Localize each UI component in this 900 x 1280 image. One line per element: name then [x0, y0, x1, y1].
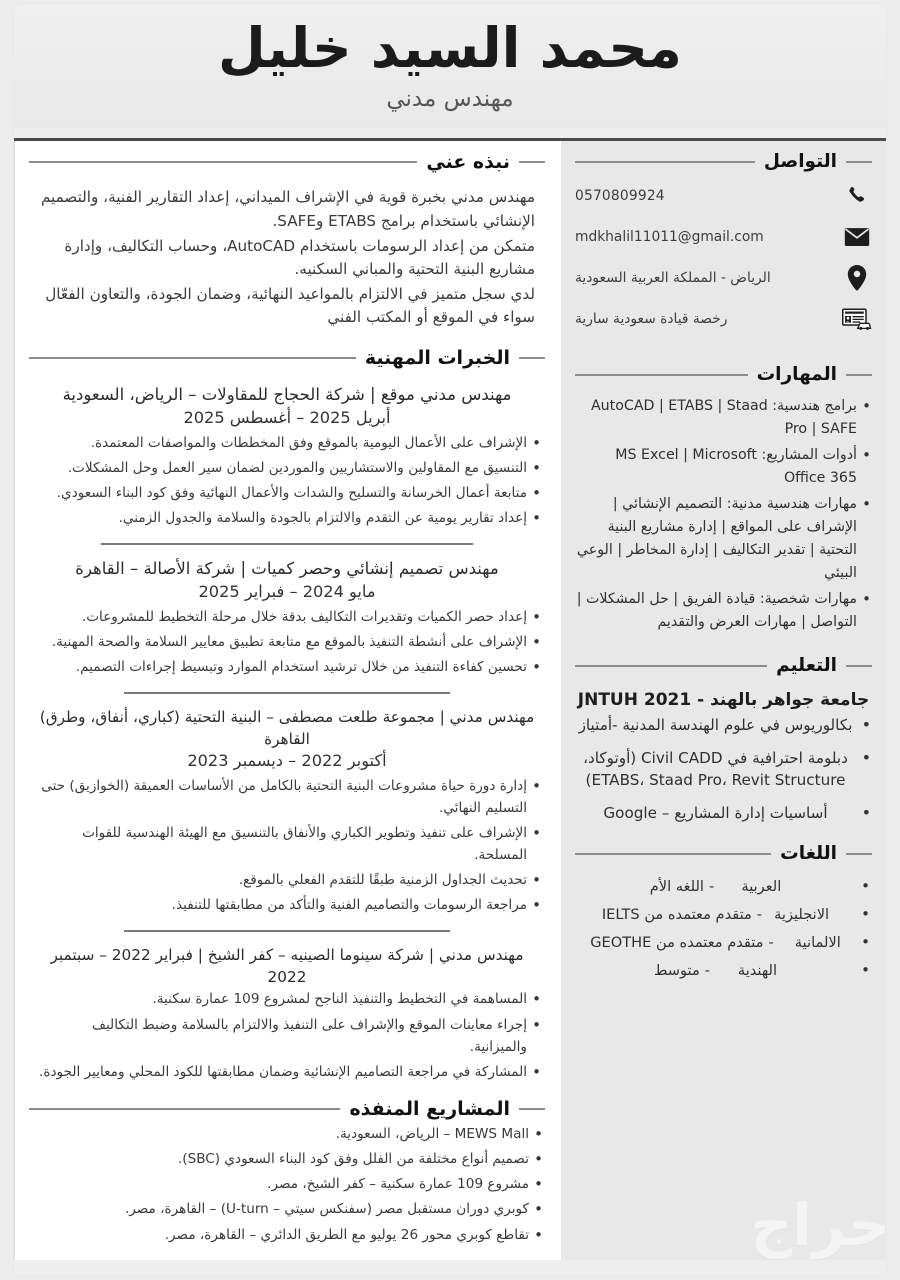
section-heading-education: [575, 656, 872, 676]
driver-license-text: رخصة قيادة سعودية سارية: [575, 310, 728, 327]
cv-body: [14, 141, 886, 1260]
list-item: • MEWS Mall – الرياض، السعودية.: [29, 1123, 545, 1145]
languages-list: [575, 868, 872, 982]
rule: [519, 1108, 545, 1110]
section-title: المهارات: [756, 363, 837, 385]
language-level: متقدم معتمده من GEOTHE: [590, 934, 764, 952]
list-item: • كوبري دوران مستقبل مصر (سفنكس سيتي – U-turn) – القاهرة، مصر.: [29, 1198, 545, 1220]
language-level: متقدم معتمده من IELTS: [601, 906, 752, 924]
section-heading-languages: [575, 844, 872, 864]
experience-dates: أبريل 2025 – أغسطس 2025: [183, 407, 391, 427]
section-heading-skills: [575, 365, 872, 385]
experience-bullets: [31, 775, 543, 916]
driver-license-icon: [842, 305, 872, 333]
contact-item-email[interactable]: [575, 223, 872, 251]
projects-list: [29, 1123, 545, 1245]
cv-header: [14, 4, 886, 128]
list-item: • إدارة دورة حياة مشروعات البنية التحتية بالكامل من الأساسات العميقة (الخوازيق) حتى التسليم النهائي.: [31, 775, 543, 819]
experience-bullets: [31, 432, 543, 529]
list-item: • المشاركة في مراجعة التصاميم الإنشائية وضمان مطابقتها للكود المحلي ومعايير الجودة.: [31, 1061, 543, 1083]
list-item: • مراجعة الرسومات والتصاميم الفنية والتأكد من مطابقتها للتنفيذ.: [31, 894, 543, 916]
job-title: مهندس مدني: [386, 85, 514, 112]
education-university: جامعة جواهر بالهند - JNTUH 2021: [577, 689, 870, 710]
sidebar-column: [561, 141, 886, 1260]
location-pin-icon: [842, 264, 872, 292]
contact-item-phone[interactable]: [575, 182, 872, 210]
separator: -: [708, 878, 715, 896]
separator: -: [768, 934, 774, 952]
list-item: [575, 932, 872, 954]
separator: -: [756, 906, 763, 924]
list-item: • التنسيق مع المقاولين والاستشاريين والموردين لضمان سير العمل وحل المشكلات.: [31, 457, 543, 479]
list-item: • إعداد حصر الكميات وتقديرات التكاليف بدقة خلال مرحلة التخطيط للمشروعات.: [31, 606, 543, 628]
rule: [29, 357, 356, 359]
about-paragraph: مهندس مدني بخبرة قوية في الإشراف الميداني، إعداد التقارير الفنية، والتصميم الإنشائي باستخدام برامج ETABS وSAFE.: [40, 188, 535, 231]
separator: -: [704, 961, 711, 979]
rule: [29, 161, 417, 163]
contact-item-location: [575, 264, 872, 292]
about-text: [29, 176, 545, 336]
rule: [519, 357, 545, 359]
list-item: • إجراء معاينات الموقع والإشراف على التنفيذ والالتزام بالسلامة وضبط التكاليف والميزانية.: [31, 1014, 543, 1058]
rule: [846, 161, 872, 163]
list-item: • مهارات هندسية مدنية: التصميم الإنشائي | الإشراف على المواقع | إدارة مشاريع البنية التحتية | تقدير التكاليف | إدارة المخاطر | الوعي البيئي: [575, 493, 872, 585]
list-item: • أدوات المشاريع: MS Excel | Microsoft Office 365: [575, 444, 872, 490]
main-column: [14, 141, 561, 1260]
cv-document: [14, 4, 886, 1276]
phone-icon: [842, 182, 872, 210]
rule: [846, 374, 872, 376]
envelope-icon: [842, 223, 872, 251]
section-heading-experience: [29, 348, 545, 369]
rule: [575, 853, 771, 855]
language-name: الهندية: [737, 961, 778, 979]
language-level: متوسط: [653, 961, 700, 979]
rule: [29, 1108, 340, 1110]
list-item: • إعداد تقارير يومية عن التقدم والالتزام بالجودة والسلامة والجدول الزمني.: [31, 507, 543, 529]
about-paragraph: لدي سجل متميز في الالتزام بالمواعيد النهائية، وضمان الجودة، والتعاون الفعّال سواء في الموقع أو المكتب الفني: [45, 284, 535, 327]
rule: [519, 161, 545, 163]
location-text: الرياض - المملكة العربية السعودية: [575, 269, 771, 286]
list-item: [575, 876, 872, 898]
list-item: • الإشراف على تنفيذ وتطوير الكباري والأنفاق بالتنسيق مع الهيئة الهندسية للقوات المسلحة.: [31, 822, 543, 866]
rule: [846, 853, 872, 855]
list-item: • تصميم أنواع مختلفة من الفلل وفق كود البناء السعودي (SBC).: [29, 1148, 545, 1170]
list-item: • الإشراف على أنشطة التنفيذ بالموقع مع متابعة تطبيق معايير السلامة والصحة المهنية.: [31, 631, 543, 653]
phone-number: 0570809924: [575, 187, 665, 204]
experience-title: مهندس مدني | مجموعة طلعت مصطفى – البنية التحتية (كباري، أنفاق، وطرق) القاهرة: [39, 707, 535, 748]
rule: [575, 161, 755, 163]
page-title: محمد السيد خليل: [218, 16, 682, 80]
experience-title: مهندس مدني | شركة سينوما الصينيه – كفر الشيخ | فبراير 2022 – سبتمبر 2022: [50, 946, 524, 987]
experience-dates: أكتوبر 2022 – ديسمبر 2023: [187, 751, 387, 771]
list-item: • المساهمة في التخطيط والتنفيذ الناجح لمشروع 109 عمارة سكنية.: [31, 988, 543, 1010]
education-list: [575, 714, 872, 833]
experience-bullets: [31, 606, 543, 678]
about-paragraph: متمكن من إعداد الرسومات باستخدام AutoCAD، وحساب التكاليف، وإدارة مشاريع البنية التحتية والمباني السكنيه.: [64, 236, 535, 279]
experience-entry: [29, 934, 545, 1087]
section-title: نبذه عني: [426, 150, 510, 173]
section-title: التواصل: [763, 150, 837, 172]
experience-divider: [101, 543, 473, 545]
section-heading-about: [29, 152, 545, 173]
experience-entry: [29, 547, 545, 683]
experience-divider: [124, 692, 449, 694]
list-item: [575, 960, 872, 982]
list-item: • تحديث الجداول الزمنية طبقًا للتقدم الفعلي بالموقع.: [31, 869, 543, 891]
rule: [575, 374, 748, 376]
contact-item-driver-license: [575, 305, 872, 333]
watermark-text: حراج: [750, 1191, 890, 1259]
list-item: • برامج هندسية: AutoCAD | ETABS | Staad Pro | SAFE: [575, 395, 872, 441]
list-item: • بكالوريوس في علوم الهندسة المدنية -أمتياز: [575, 714, 872, 737]
list-item: • مهارات شخصية: قيادة الفريق | حل المشكلات | التواصل | مهارات العرض والتقديم: [575, 588, 872, 634]
section-title: اللغات: [780, 842, 837, 864]
rule: [846, 665, 872, 667]
section-title: المشاريع المنفذه: [349, 1097, 510, 1120]
list-item: • مشروع 109 عمارة سكنية – كفر الشيخ، مصر.: [29, 1173, 545, 1195]
list-item: • الإشراف على الأعمال اليومية بالموقع وفق المخططات والمواصفات المعتمدة.: [31, 432, 543, 454]
skills-list: [575, 389, 872, 645]
list-item: • دبلومة احترافية في Civil CADD (أوتوكاد، ETABS، Staad Pro، Revit Structure): [575, 747, 872, 793]
experience-dates: مايو 2024 – فبراير 2025: [198, 581, 376, 601]
list-item: [575, 904, 872, 926]
email-address: mdkhalil11011@gmail.com: [575, 228, 764, 245]
list-item: • أساسيات إدارة المشاريع – Google: [575, 802, 872, 825]
section-heading-projects: [29, 1099, 545, 1120]
section-title: الخبرات المهنية: [364, 346, 510, 369]
list-item: • تحسين كفاءة التنفيذ من خلال ترشيد استخدام الموارد وتبسيط إجراءات التصميم.: [31, 656, 543, 678]
list-item: • متابعة أعمال الخرسانة والتسليح والشدات والأعمال النهائية وفق كود البناء السعودي.: [31, 482, 543, 504]
section-heading-contact: [575, 152, 872, 172]
experience-bullets: [31, 988, 543, 1082]
language-name: العربية: [741, 878, 782, 896]
language-name: الالمانية: [794, 934, 841, 952]
list-item: • تقاطع كوبري محور 26 يوليو مع الطريق الدائري – القاهرة، مصر.: [29, 1224, 545, 1246]
experience-entry: [29, 696, 545, 921]
rule: [575, 665, 767, 667]
language-name: الانجليزية: [774, 906, 830, 924]
section-title: التعليم: [776, 655, 837, 677]
experience-divider: [124, 930, 449, 932]
experience-entry: [29, 373, 545, 534]
experience-title: مهندس مدني موقع | شركة الحجاج للمقاولات – الرياض، السعودية: [62, 384, 512, 404]
language-level: اللغه الأم: [649, 878, 704, 896]
experience-title: مهندس تصميم إنشائي وحصر كميات | شركة الأصالة – القاهرة: [75, 558, 499, 578]
contact-list: [575, 176, 872, 354]
